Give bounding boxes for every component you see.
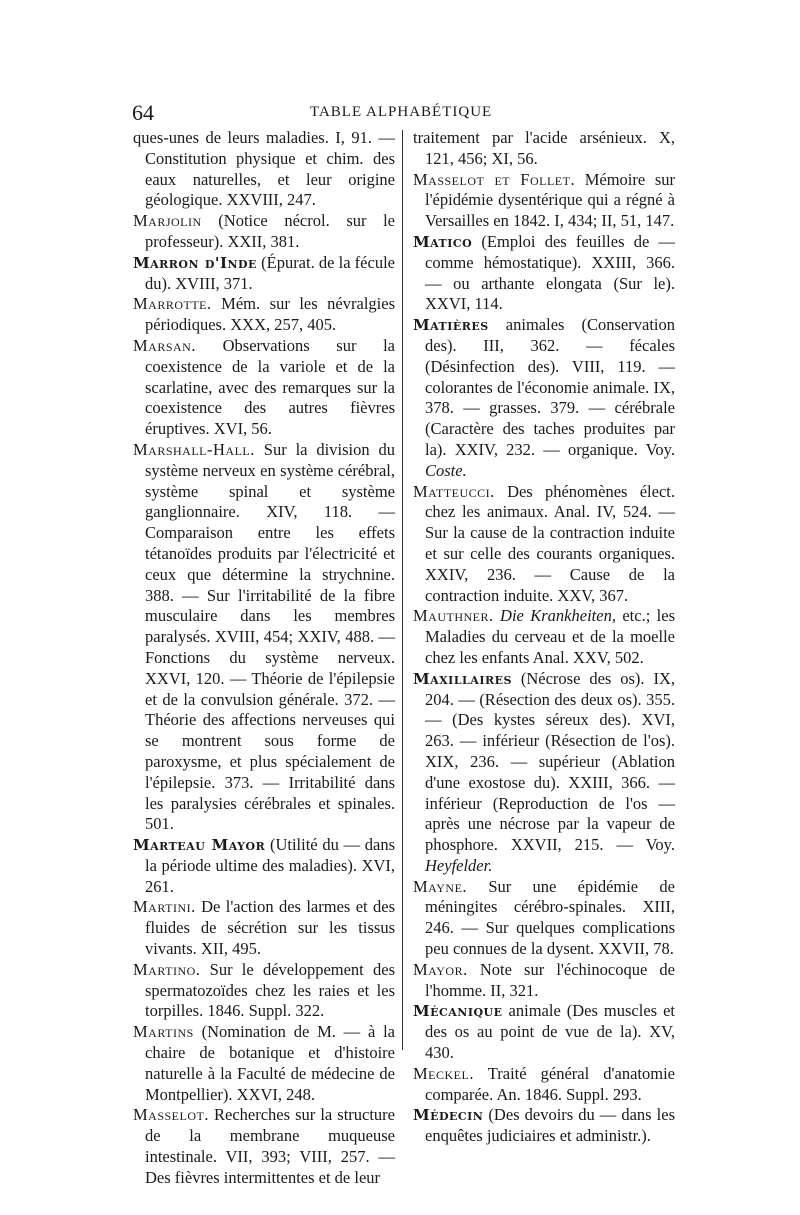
entry-heading: Marrotte. [133, 294, 212, 314]
entry-text: Traité général d'anatomie comparée. An. 1846. Suppl. 293. [425, 1063, 675, 1104]
entry-text: Mémoire sur l'épidémie dysentérique qui a régné à Versailles en 1842. I, 434; II, 51, 147. [425, 169, 675, 231]
index-entry [413, 877, 675, 960]
entry-heading: Marjolin [133, 211, 202, 231]
entry-text: etc.; les Maladies du cerveau et de la moelle chez les enfants Anal. XXV, 502. [425, 606, 676, 667]
entry-text: Observations sur la coexistence de la variole et de la scarlatine, avec des remarques sur la coexistence des autres fièvres éruptives. XVI, 56. [145, 335, 395, 439]
entry-heading: Meckel. [413, 1063, 474, 1083]
page-number: 64 [132, 100, 154, 125]
entry-text: animale (Des muscles et des os au point de vue de la). XV, 430. [425, 1001, 675, 1063]
entry-text: animales (Conservation des). III, 362. — fécales (Désinfection des). VIII, 119. — colorantes de l'économie animale. IX, 378. — grasses. 379. — cérébrale (Caractère des taches produites par la). XXIV, 232. — organique. Voy. [425, 315, 675, 459]
entry-italic: Coste. [425, 460, 467, 480]
index-entry [413, 170, 675, 232]
column-divider [402, 130, 403, 1050]
index-entry [413, 1105, 675, 1147]
entry-text: (Nécrose des os). IX, 204. — (Résection des deux os). 355. — (Des kystes séreux des). XVI, 263. — inférieur (Résection de l'os). XIX, 236. — supérieur (Ablation d'une exostose du). XXIII, 366. — inférieur (Reproduction de l'os — après une nécrose par la vapeur de phosphore. XXVII, 215. — Voy. [425, 668, 675, 855]
right-column [413, 128, 675, 1147]
entry-heading: Matico [413, 232, 473, 251]
entry-text: Note sur l'échinocoque de l'homme. II, 321. [425, 959, 675, 1000]
index-entry [413, 669, 675, 877]
entry-italic: Die Krankheiten, [500, 606, 616, 626]
entry-heading: Maxillaires [413, 669, 512, 688]
entry-text: De l'action des larmes et des fluides de sécrétion sur les tissus vivants. XII, 495. [145, 897, 395, 959]
entry-heading: Médecin [413, 1106, 484, 1125]
entry-heading: Mayne. [413, 876, 468, 896]
index-entry [413, 315, 675, 481]
entry-text: (Des devoirs du — dans les enquêtes judiciaires et administr.). [425, 1105, 675, 1146]
entry-italic: Heyfelder. [425, 855, 493, 875]
index-entry [413, 606, 675, 668]
entry-heading: Marsan. [133, 335, 196, 355]
entry-text: (Nomination de M. — à la chaire de botanique et d'histoire naturelle à la Faculté de médecine de Montpellier). XXVI, 248. [145, 1022, 395, 1104]
index-entry [133, 440, 395, 835]
index-entry [413, 482, 675, 607]
index-entry [413, 960, 675, 1002]
entry-text: (Notice nécrol. sur le professeur). XXII, 381. [145, 211, 395, 251]
running-title: TABLE ALPHABÉTIQUE [310, 104, 493, 120]
entry-text: ques-unes de leurs maladies. I, 91. — Constitution physique et chim. des eaux naturelles, et leur origine géologique. XXVIII, 247. [133, 128, 395, 210]
index-entry [133, 294, 395, 336]
entry-heading: Marshall-Hall. [133, 439, 255, 459]
entry-heading: Matières [413, 316, 489, 335]
index-entry [413, 1001, 675, 1063]
index-entry [133, 128, 395, 211]
index-entry [133, 1105, 395, 1188]
index-entry [133, 897, 395, 959]
index-entry [413, 128, 675, 170]
entry-heading: Mécanique [413, 1002, 503, 1021]
index-entry [133, 336, 395, 440]
index-entry [413, 232, 675, 315]
entry-heading: Mayor. [413, 959, 468, 979]
entry-heading: Marron d'Inde [133, 253, 257, 272]
entry-heading: Masselot. [133, 1105, 209, 1125]
entry-text: traitement par l'acide arsénieux. X, 121, 456; XI, 56. [413, 128, 675, 168]
index-entry [133, 211, 395, 253]
entry-text: (Emploi des feuilles de — comme hémostatique). XXIII, 366. — ou arthante elongata (Sur le). XXVI, 114. [425, 231, 675, 314]
left-column [133, 128, 395, 1189]
entry-text: Mém. sur les névralgies périodiques. XXX, 257, 405. [145, 294, 395, 335]
index-entry [133, 253, 395, 295]
index-entry [133, 1022, 395, 1105]
entry-text: (Épurat. de la fécule du). XVIII, 371. [145, 252, 395, 293]
entry-heading: Matteucci. [413, 481, 495, 501]
entry-text: Des phénomènes élect. chez les animaux. Anal. IV, 524. — Sur la cause de la contraction induite et sur celle des courants organiques. XXIV, 236. — Cause de la contraction induite. XXV, 367. [425, 481, 675, 605]
entry-heading: Mauthner. [413, 606, 494, 626]
index-entry [133, 960, 395, 1022]
index-entry [133, 835, 395, 897]
entry-text: Sur une épidémie de méningites cérébro-spinales. XIII, 246. — Sur quelques complications peu connues de la dysent. XXVII, 78. [425, 876, 675, 959]
entry-heading: Martins [133, 1022, 194, 1042]
index-entry [413, 1064, 675, 1106]
entry-heading: Martino. [133, 959, 201, 979]
entry-heading: Masselot et Follet. [413, 169, 576, 189]
entry-text: (Utilité du — dans la période ultime des maladies). XVI, 261. [145, 835, 395, 896]
entry-heading: Marteau Mayor [133, 836, 266, 855]
entry-text: Recherches sur la structure de la membrane muqueuse intestinale. VII, 393; VIII, 257. — Des fièvres intermittentes et de leur [145, 1105, 395, 1187]
entry-text: Sur la division du système nerveux en système cérébral, système spinal et système ganglionnaire. XIV, 118. — Comparaison entre les effets tétanoïdes produits par l'électricité et ceux que détermine la strychnine. 388. — Sur l'irritabilité de la fibre musculaire dans les membres paralysés. XVIII, 454; XXIV, 488. — Fonctions du système nerveux. XXVI, 120. — Théorie de l'épilepsie et de la convulsion générale. 372. — Théorie des affections nerveuses qui se montrent sous forme de paroxysme, et plus spécialement de l'épilepsie. 373. — Irritabilité dans les paralysies cérébrales et spinales. 501. [145, 439, 395, 834]
entry-heading: Martini. [133, 897, 196, 917]
entry-text: Sur le développement des spermatozoïdes chez les raies et les torpilles. 1846. Suppl. 322. [145, 959, 395, 1021]
